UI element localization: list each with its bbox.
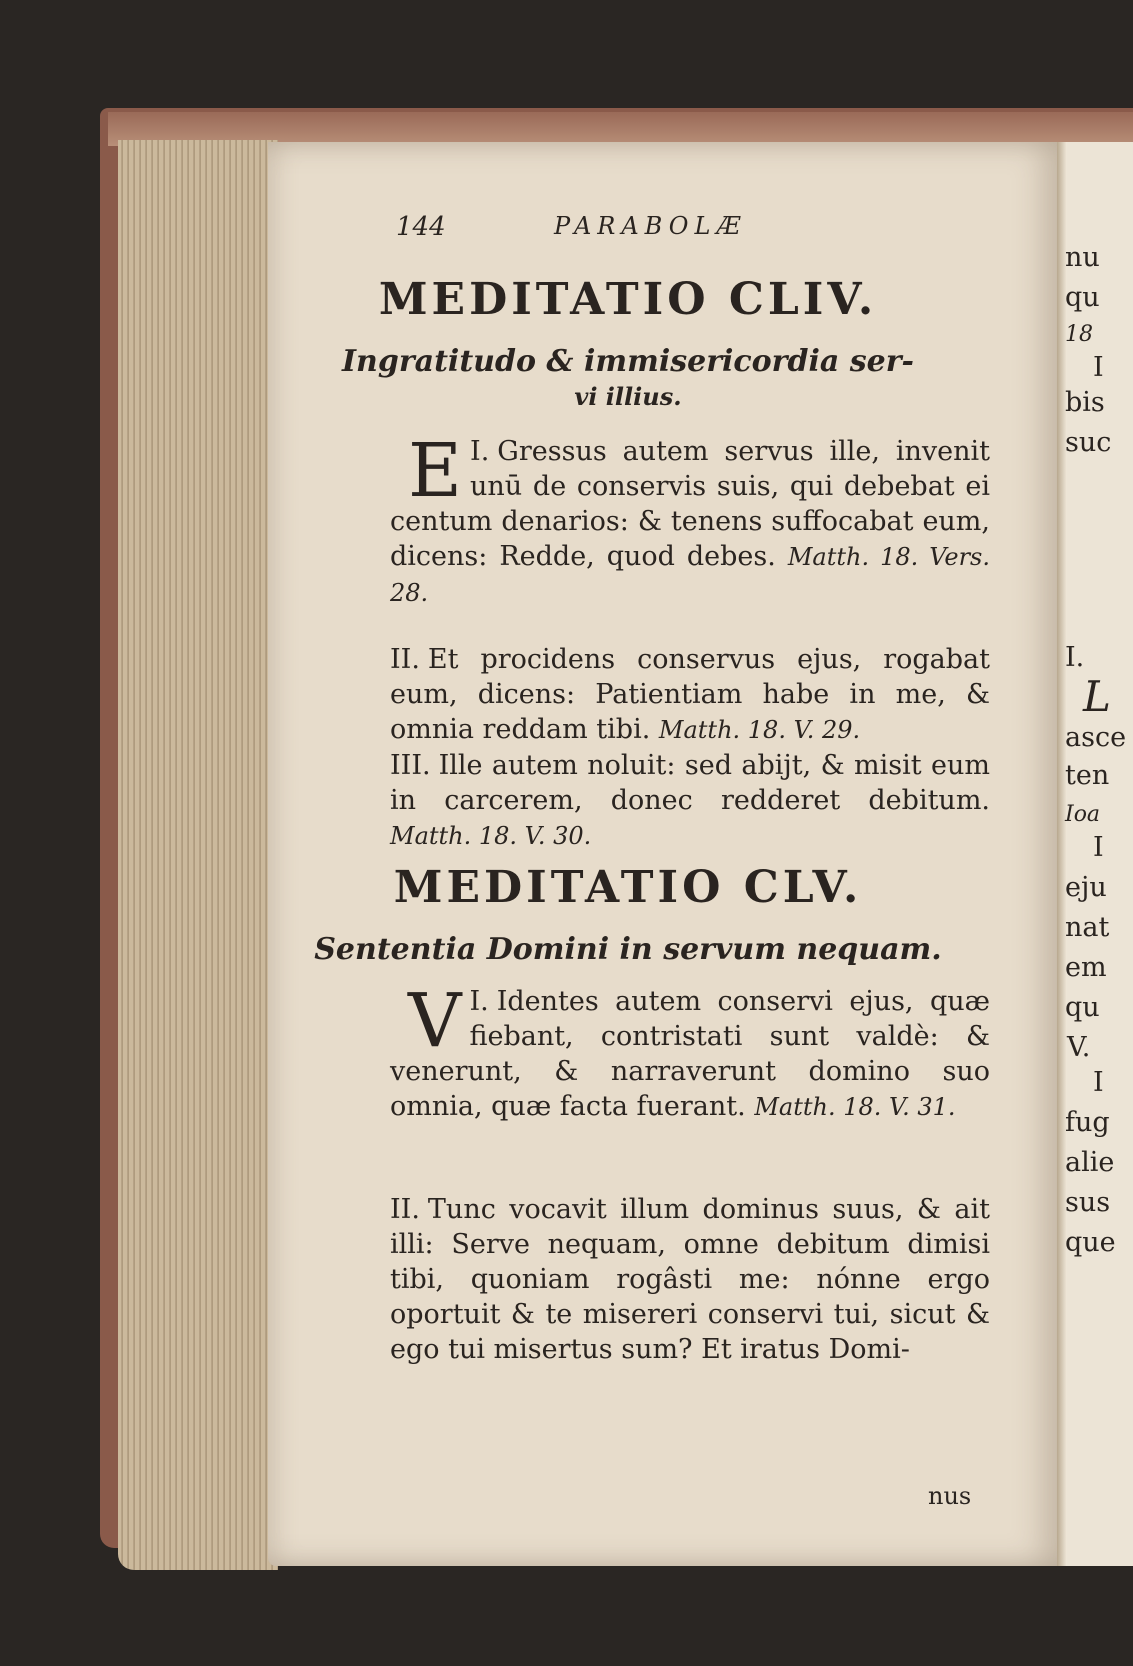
- verse-154-1: [390, 428, 990, 611]
- next-page-text: fug: [1065, 1107, 1110, 1138]
- next-page-text: que: [1065, 1227, 1116, 1258]
- next-page-text: I: [1093, 352, 1104, 383]
- next-page-text: bis: [1065, 387, 1105, 418]
- running-title: PARABOLÆ: [554, 212, 747, 240]
- next-page-text: qu: [1065, 282, 1100, 313]
- next-page-text: eju: [1065, 872, 1107, 903]
- next-page-text: ten: [1065, 760, 1110, 791]
- next-page-text: asce: [1065, 722, 1127, 753]
- meditation-154-subtitle-line2: vi illius.: [574, 382, 682, 411]
- next-page-text: sus: [1065, 1187, 1111, 1218]
- next-page-text: I: [1093, 832, 1104, 863]
- verse-reference: Matth. 18. V. 31.: [754, 1093, 956, 1121]
- next-page-text: 18: [1065, 322, 1093, 347]
- verse-text: Identes autem conservi ejus, quæ fiebant, contristati sunt valdè: & venerunt, & narraverunt domino suo omnia, quæ facta fuerant.: [390, 986, 990, 1122]
- drop-cap: V: [408, 978, 462, 1064]
- next-page-text: I: [1093, 1067, 1104, 1098]
- next-page-text: em: [1065, 952, 1107, 983]
- next-page-text: I.: [1065, 642, 1085, 673]
- book-gutter: [1057, 142, 1067, 1566]
- next-page-text: nat: [1065, 912, 1110, 943]
- verse-number: II.: [390, 644, 420, 675]
- verse-number: I.: [469, 986, 489, 1017]
- meditation-154-subtitle-line1: Ingratitudo & immisericordia ser-: [342, 344, 914, 379]
- next-page-text: alie: [1065, 1147, 1115, 1178]
- verse-number: I.: [470, 436, 490, 467]
- verse-number: III.: [390, 750, 431, 781]
- page-edges: [118, 140, 278, 1570]
- next-page-text: Ioa: [1065, 802, 1101, 827]
- page-number: 144: [396, 212, 446, 242]
- catchword: nus: [928, 1482, 972, 1510]
- left-page: [268, 142, 1063, 1566]
- verse-text: Tunc vocavit illum dominus suus, & ait illi: Serve nequam, omne debitum dimisi tibi, quoniam rogâsti me: nónne ergo oportuit & te misereri conservi tui, sicut & ego tui misertus sum? Et iratus Domi-: [390, 1194, 990, 1365]
- meditation-155-subtitle: Sententia Domini in servum nequam.: [314, 932, 942, 967]
- next-page-text: V.: [1067, 1032, 1091, 1063]
- meditation-154-title: MEDITATIO CLIV.: [378, 274, 878, 325]
- verse-text: Gressus autem servus ille, invenit unū de conservis suis, qui debebat ei centum denarios: & tenens suffocabat eum, dicens: Redde, quod debes.: [390, 436, 990, 572]
- right-page-fragment: [1067, 142, 1133, 1566]
- next-page-text: qu: [1065, 992, 1100, 1023]
- verse-number: II.: [390, 1194, 420, 1225]
- verse-reference: Matth. 18. Vers. 28.: [390, 543, 990, 607]
- drop-cap: E: [408, 428, 463, 514]
- meditation-155-title: MEDITATIO CLV.: [393, 862, 863, 913]
- verse-155-2: [390, 1192, 990, 1367]
- verse-154-2: [390, 642, 990, 748]
- next-page-text: L: [1083, 672, 1111, 721]
- verse-text: Et procidens conservus ejus, rogabat eum, dicens: Patientiam habe in me, & omnia reddam tibi.: [390, 644, 990, 745]
- next-page-text: nu: [1065, 242, 1100, 273]
- running-header: [396, 212, 856, 252]
- verse-155-1: [390, 978, 990, 1125]
- verse-text: Ille autem noluit: sed abijt, & misit eum in carcerem, donec redderet debitum.: [390, 750, 990, 816]
- verse-154-3: [390, 748, 990, 854]
- verse-reference: Matth. 18. V. 30.: [390, 822, 592, 850]
- next-page-text: suc: [1065, 427, 1112, 458]
- verse-reference: Matth. 18. V. 29.: [658, 716, 861, 744]
